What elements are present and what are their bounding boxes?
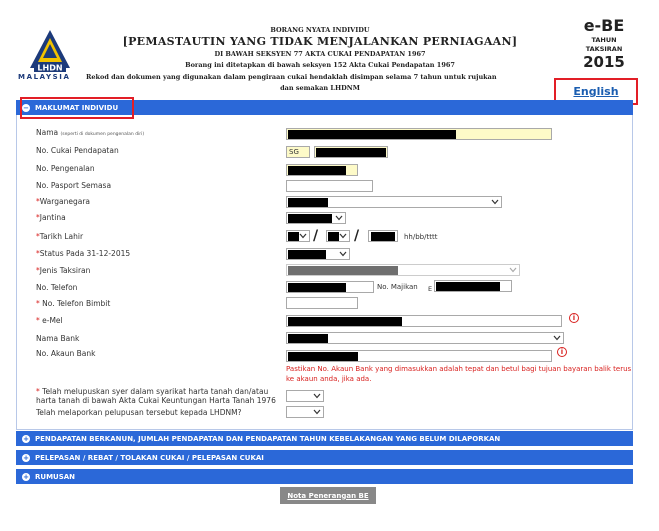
form-subtitle: [PEMASTAUTIN YANG TIDAK MENJALANKAN PERNIAGAAN] — [122, 35, 518, 48]
page-header — [0, 0, 659, 100]
redacted-year — [371, 232, 395, 241]
redacted-majikan — [436, 282, 500, 291]
info-icon[interactable]: i — [557, 347, 567, 357]
redacted-cukai — [316, 148, 386, 157]
redacted-bank — [288, 334, 328, 343]
label-cukai: No. Cukai Pendapatan — [36, 146, 119, 155]
pelupusan-select[interactable] — [286, 390, 324, 402]
label-status: *Status Pada 31-12-2015 — [36, 249, 131, 258]
label-warganegara: *Warganegara — [36, 197, 90, 206]
chevron-down-icon — [299, 233, 307, 239]
lapor-pelupusan-select[interactable] — [286, 406, 324, 418]
chevron-down-icon — [313, 393, 321, 399]
label-akaun: No. Akaun Bank — [36, 349, 96, 358]
label-lapor-pelupusan: Telah melaporkan pelupusan tersebut kepada LHDNM? — [36, 408, 242, 417]
label-pelupusan: * Telah melupuskan syer dalam syarikat harta tanah dan/atau harta tanah di bawah Akta Cukai Keuntungan Harta Tanah 1976 — [36, 387, 276, 405]
expand-icon: + — [23, 453, 29, 462]
expand-icon: + — [23, 434, 29, 443]
label-pasport: No. Pasport Semasa — [36, 181, 112, 190]
section-rumusan[interactable]: + RUMUSAN — [16, 469, 633, 484]
form-section-ref: DI BAWAH SEKSYEN 77 AKTA CUKAI PENDAPATAN 1967 — [214, 50, 426, 58]
collapse-icon: − — [23, 103, 29, 112]
label-jantina: *Jantina — [36, 213, 66, 222]
record-notice-2: dan semakan LHDNM — [280, 84, 360, 92]
info-icon[interactable]: i — [569, 313, 579, 323]
ebe-taksiran: TAKSIRAN — [585, 45, 623, 53]
record-notice: Rekod dan dokumen yang digunakan dalam pengiraan cukai hendaklah disimpan selama 7 tahun untuk rujukan — [86, 73, 497, 81]
redacted-jenis — [288, 266, 398, 275]
section-highlight — [20, 97, 134, 119]
label-pengenalan: No. Pengenalan — [36, 164, 95, 173]
chevron-down-icon — [509, 267, 517, 273]
label-emel: * e-Mel — [36, 316, 63, 325]
expand-icon: + — [23, 472, 29, 481]
country-label: MALAYSIA — [18, 73, 71, 81]
logo-text: LHDN — [37, 63, 63, 73]
ebe-year: 2015 — [583, 53, 625, 71]
label-bank: Nama Bank — [36, 334, 80, 343]
akaun-warning: Pastikan No. Akaun Bank yang dimasukkan adalah tepat dan betul bagi tujuan bayaran balik terus ke akaun anda, jika ada. — [286, 365, 632, 383]
chevron-down-icon — [335, 215, 343, 221]
nota-penerangan-button[interactable]: Nota Penerangan BE — [280, 487, 376, 504]
redacted-warganegara — [288, 198, 328, 207]
bimbit-input[interactable] — [286, 297, 358, 309]
section-pendapatan[interactable]: + PENDAPATAN BERKANUN, JUMLAH PENDAPATAN DAN PENDAPATAN TAHUN KEBELAKANGAN YANG BELUM DILAPORKAN — [16, 431, 633, 446]
cukai-prefix-input[interactable]: SG — [286, 146, 310, 158]
chevron-down-icon — [553, 335, 561, 341]
chevron-down-icon — [339, 251, 347, 257]
redacted-emel — [288, 317, 402, 326]
ebe-title: e-BE — [583, 16, 625, 35]
date-separator: / — [313, 228, 319, 244]
label-nama: Nama (seperti di dokumen pengenalan diri) — [36, 128, 145, 137]
redacted-akaun — [288, 352, 358, 361]
section-label: MAKLUMAT INDIVIDU — [35, 103, 119, 112]
majikan-prefix: E — [428, 285, 433, 293]
redacted-day — [288, 232, 299, 241]
label-telefon: No. Telefon — [36, 283, 78, 292]
redacted-nama — [288, 130, 456, 139]
redacted-pengenalan — [288, 166, 346, 175]
chevron-down-icon — [491, 199, 499, 205]
ebe-badge — [574, 18, 634, 70]
label-bimbit: * No. Telefon Bimbit — [36, 299, 111, 308]
form-title: BORANG NYATA INDIVIDU — [270, 26, 370, 34]
pasport-input[interactable] — [286, 180, 373, 192]
chevron-down-icon — [339, 233, 347, 239]
redacted-jantina — [288, 214, 332, 223]
label-tarikh-lahir: *Tarikh Lahir — [36, 232, 84, 241]
form-regulation: Borang ini ditetapkan di bawah seksyen 152 Akta Cukai Pendapatan 1967 — [185, 61, 455, 69]
redacted-status — [288, 250, 326, 259]
ebe-tahun: TAHUN — [591, 36, 617, 44]
chevron-down-icon — [313, 409, 321, 415]
english-language-link[interactable]: English — [573, 85, 619, 98]
date-format-hint: hh/bb/tttt — [404, 233, 438, 241]
label-majikan: No. Majikan — [377, 283, 418, 291]
section-pelepasan[interactable]: + PELEPASAN / REBAT / TOLAKAN CUKAI / PELEPASAN CUKAI — [16, 450, 633, 465]
label-jenis-taksiran: *Jenis Taksiran — [36, 266, 91, 275]
date-separator: / — [354, 228, 360, 244]
redacted-telefon — [288, 283, 346, 292]
redacted-month — [328, 232, 339, 241]
